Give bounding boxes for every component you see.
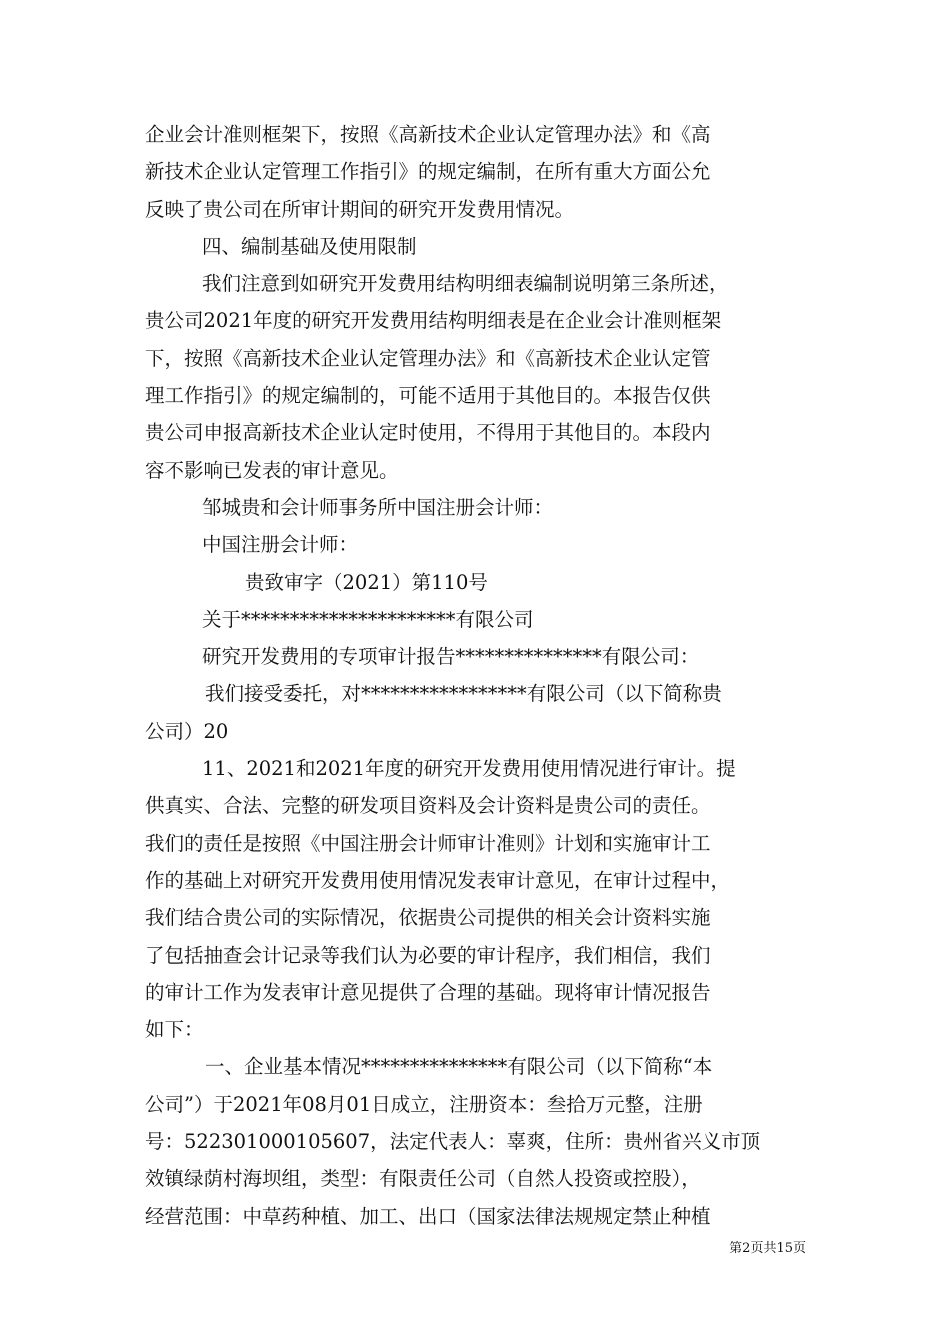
text-line: 中国注册会计师： [202, 533, 359, 557]
report-number: 贵致审字（2021）第110号 [245, 570, 488, 594]
text-line: 邹城贵和会计师事务所中国注册会计师： [202, 495, 554, 519]
text-line: 理工作指引》的规定编制的，可能不适用于其他目的。本报告仅供 [145, 384, 711, 408]
text-line: 如下： [145, 1018, 204, 1042]
text-line: 我们接受委托，对*****************有限公司（以下简称贵 [205, 682, 722, 706]
text-line: 效镇绿荫村海坝组，类型：有限责任公司（自然人投资或控股）， [145, 1167, 701, 1191]
text-line: 新技术企业认定管理工作指引》的规定编制，在所有重大方面公允 [145, 160, 711, 184]
text-line: 贵公司申报高新技术企业认定时使用，不得用于其他目的。本段内 [145, 421, 711, 445]
text-line: 企业会计准则框架下，按照《高新技术企业认定管理办法》和《高 [145, 123, 711, 146]
text-line: 反映了贵公司在所审计期间的研究开发费用情况。 [145, 197, 575, 221]
text-line: 容不影响已发表的审计意见。 [145, 458, 399, 482]
text-line: 我们结合贵公司的实际情况，依据贵公司提供的相关会计资料实施 [145, 906, 711, 930]
text-line: 号：522301000105607，法定代表人：辜爽，住所：贵州省兴义市顶 [145, 1130, 761, 1154]
text-line: 关于**********************有限公司 [202, 607, 534, 631]
text-line: 我们的责任是按照《中国注册会计师审计准则》计划和实施审计工 [145, 831, 711, 855]
section-heading: 四、编制基础及使用限制 [202, 234, 417, 258]
text-line: 了包括抽查会计记录等我们认为必要的审计程序，我们相信，我们 [145, 943, 711, 967]
report-title: 研究开发费用的专项审计报告***************有限公司： [202, 645, 700, 669]
text-line: 作的基础上对研究开发费用使用情况发表审计意见，在审计过程中， [145, 868, 731, 892]
text-line: 我们注意到如研究开发费用结构明细表编制说明第三条所述， [202, 272, 729, 296]
document-body [145, 116, 810, 1235]
text-line: 公司）20 [145, 719, 229, 743]
page-number: 第2页共15页 [729, 1241, 806, 1256]
text-line: 下，按照《高新技术企业认定管理办法》和《高新技术企业认定管 [145, 346, 711, 370]
text-line: 经营范围：中草药种植、加工、出口（国家法律法规规定禁止种植 [145, 1204, 711, 1228]
text-line: 贵公司2021年度的研究开发费用结构明细表是在企业会计准则框架 [145, 309, 722, 333]
text-line: 供真实、合法、完整的研发项目资料及会计资料是贵公司的责任。 [145, 794, 711, 818]
text-line: 的审计工作为发表审计意见提供了合理的基础。现将审计情况报告 [145, 980, 711, 1004]
text-line: 公司”）于2021年08月01日成立，注册资本：叁拾万元整，注册 [145, 1092, 703, 1116]
section-heading: 一、企业基本情况***************有限公司（以下简称“本 [205, 1055, 713, 1079]
text-line: 11、2021和2021年度的研究开发费用使用情况进行审计。提 [202, 757, 736, 781]
